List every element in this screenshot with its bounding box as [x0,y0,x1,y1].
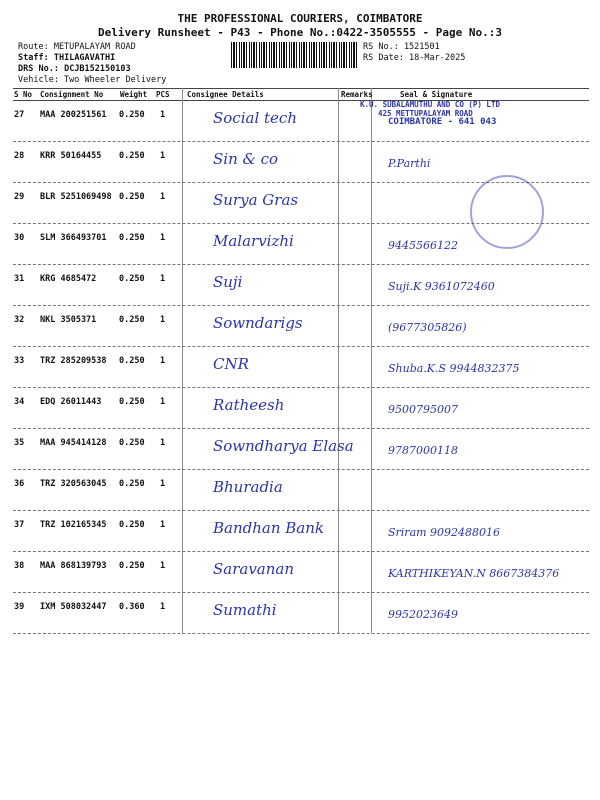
pcs-cell: 1 [160,356,166,366]
consignee-handwriting: Social tech [213,109,297,127]
table-row [13,592,589,633]
weight-cell: 0.250 [119,233,145,243]
sno-cell: 38 [14,561,25,571]
stamp-line-2: 425 METTUPALAYAM ROAD [378,109,473,118]
consignment-number: MAA 200251561 [40,110,107,120]
table-row [13,510,589,551]
consignment-number: TRZ 102165345 [40,520,107,530]
drs-label: DRS No.: [18,64,59,74]
table-row [13,305,589,346]
consignee-handwriting: Ratheesh [213,396,285,414]
staff-name: THILAGAVATHI [53,53,116,63]
consignee-handwriting: Surya Gras [213,191,299,209]
consignee-handwriting: Saravanan [213,560,295,578]
col-header-pcs: PCS [156,90,170,99]
sno-cell: 35 [14,438,25,448]
sno-cell: 36 [14,479,25,489]
col-header-consignee: Consignee Details [187,90,264,99]
table-row [13,469,589,510]
pcs-cell: 1 [160,315,166,325]
pcs-cell: 1 [160,233,166,243]
weight-cell: 0.250 [119,315,145,325]
pcs-cell: 1 [160,151,166,161]
col-header-remarks: Remarks [341,90,373,99]
signature-text: Suji.K 9361072460 [388,280,495,293]
signature-text: 9445566122 [388,239,458,252]
weight-cell: 0.250 [119,520,145,530]
sno-cell: 37 [14,520,25,530]
runsheet-subtitle: Delivery Runsheet - P43 - Phone No.:0422-3505555 - Page No.:3 [98,26,502,39]
consignee-handwriting: Suji [213,273,243,291]
consignee-handwriting: Sowndharya Elasa [213,437,354,455]
drs-number: DCJB152150103 [64,64,131,74]
consignee-handwriting: Malarvizhi [213,232,294,250]
table-row [13,264,589,305]
signature-text: 9500795007 [388,403,458,416]
signature-text: (9677305826) [388,321,467,334]
col-header-sno: S No [14,90,33,99]
table-row [13,551,589,592]
signature-text: KARTHIKEYAN.N 8667384376 [388,567,560,580]
pcs-cell: 1 [160,561,166,571]
weight-cell: 0.250 [119,151,145,161]
table-row [13,100,589,141]
rs-number: RS No.: 1521501 [363,42,440,52]
pcs-cell: 1 [160,274,166,284]
sno-cell: 27 [14,110,25,120]
consignment-number: TRZ 285209538 [40,356,107,366]
stamp-line-3: COIMBATORE - 641 043 [388,117,497,127]
table-row [13,428,589,469]
pcs-cell: 1 [160,602,166,612]
route-label: Route: METUPALAYAM ROAD [18,42,136,52]
consignee-handwriting: Sin & co [213,150,279,168]
consignment-number: BLR 5251069498 [40,192,112,202]
weight-cell: 0.250 [119,356,145,366]
consignment-number: MAA 945414128 [40,438,107,448]
consignee-handwriting: Bhuradia [213,478,283,496]
sno-cell: 31 [14,274,25,284]
consignment-number: KRG 4685472 [40,274,97,284]
stamp-line-1: K.U. SUBALAMUTHU AND CO (P) LTD [360,100,500,109]
vehicle-label: Vehicle: Two Wheeler Delivery [18,75,167,85]
sno-cell: 32 [14,315,25,325]
consignee-handwriting: CNR [213,355,249,373]
consignment-number: MAA 868139793 [40,561,107,571]
company-stamp [360,100,500,127]
consignment-number: IXM 508032447 [40,602,107,612]
weight-cell: 0.250 [119,110,145,120]
weight-cell: 0.250 [119,192,145,202]
pcs-cell: 1 [160,192,166,202]
consignee-handwriting: Sowndarigs [213,314,303,332]
table-row [13,387,589,428]
consignee-handwriting: Sumathi [213,601,277,619]
sno-cell: 34 [14,397,25,407]
pcs-cell: 1 [160,438,166,448]
barcode [231,42,357,68]
signature-text: 9787000118 [388,444,458,457]
col-header-consignment: Consignment No [40,90,104,99]
weight-cell: 0.360 [119,602,145,612]
consignment-number: NKL 3505371 [40,315,97,325]
weight-cell: 0.250 [119,397,145,407]
pcs-cell: 1 [160,520,166,530]
sno-cell: 29 [14,192,25,202]
signature-text: P.Parthi [388,157,431,170]
consignment-number: EDQ 26011443 [40,397,102,407]
table-row [13,346,589,387]
consignee-handwriting: Bandhan Bank [213,519,324,537]
pcs-cell: 1 [160,479,166,489]
signature-text: 9952023649 [388,608,458,621]
col-header-seal: Seal & Signature [400,90,473,99]
weight-cell: 0.250 [119,274,145,284]
pcs-cell: 1 [160,397,166,407]
weight-cell: 0.250 [119,561,145,571]
sno-cell: 28 [14,151,25,161]
signature-text: Sriram 9092488016 [388,526,501,539]
consignment-number: TRZ 320563045 [40,479,107,489]
table-top-rule [13,88,589,89]
row-divider [13,633,589,634]
runsheet-title: THE PROFESSIONAL COURIERS, COIMBATORE [177,12,423,25]
drs-line [18,64,131,74]
consignment-number: SLM 366493701 [40,233,107,243]
sno-cell: 33 [14,356,25,366]
round-seal [470,175,544,249]
pcs-cell: 1 [160,110,166,120]
weight-cell: 0.250 [119,479,145,489]
rs-date: RS Date: 18-Mar-2025 [363,53,466,63]
signature-text: Shuba.K.S 9944832375 [388,362,520,375]
staff-line [18,53,115,63]
col-header-weight: Weight [120,90,148,99]
consignment-number: KRR 50164455 [40,151,102,161]
sno-cell: 30 [14,233,25,243]
staff-label: Staff: [18,53,49,63]
weight-cell: 0.250 [119,438,145,448]
sno-cell: 39 [14,602,25,612]
